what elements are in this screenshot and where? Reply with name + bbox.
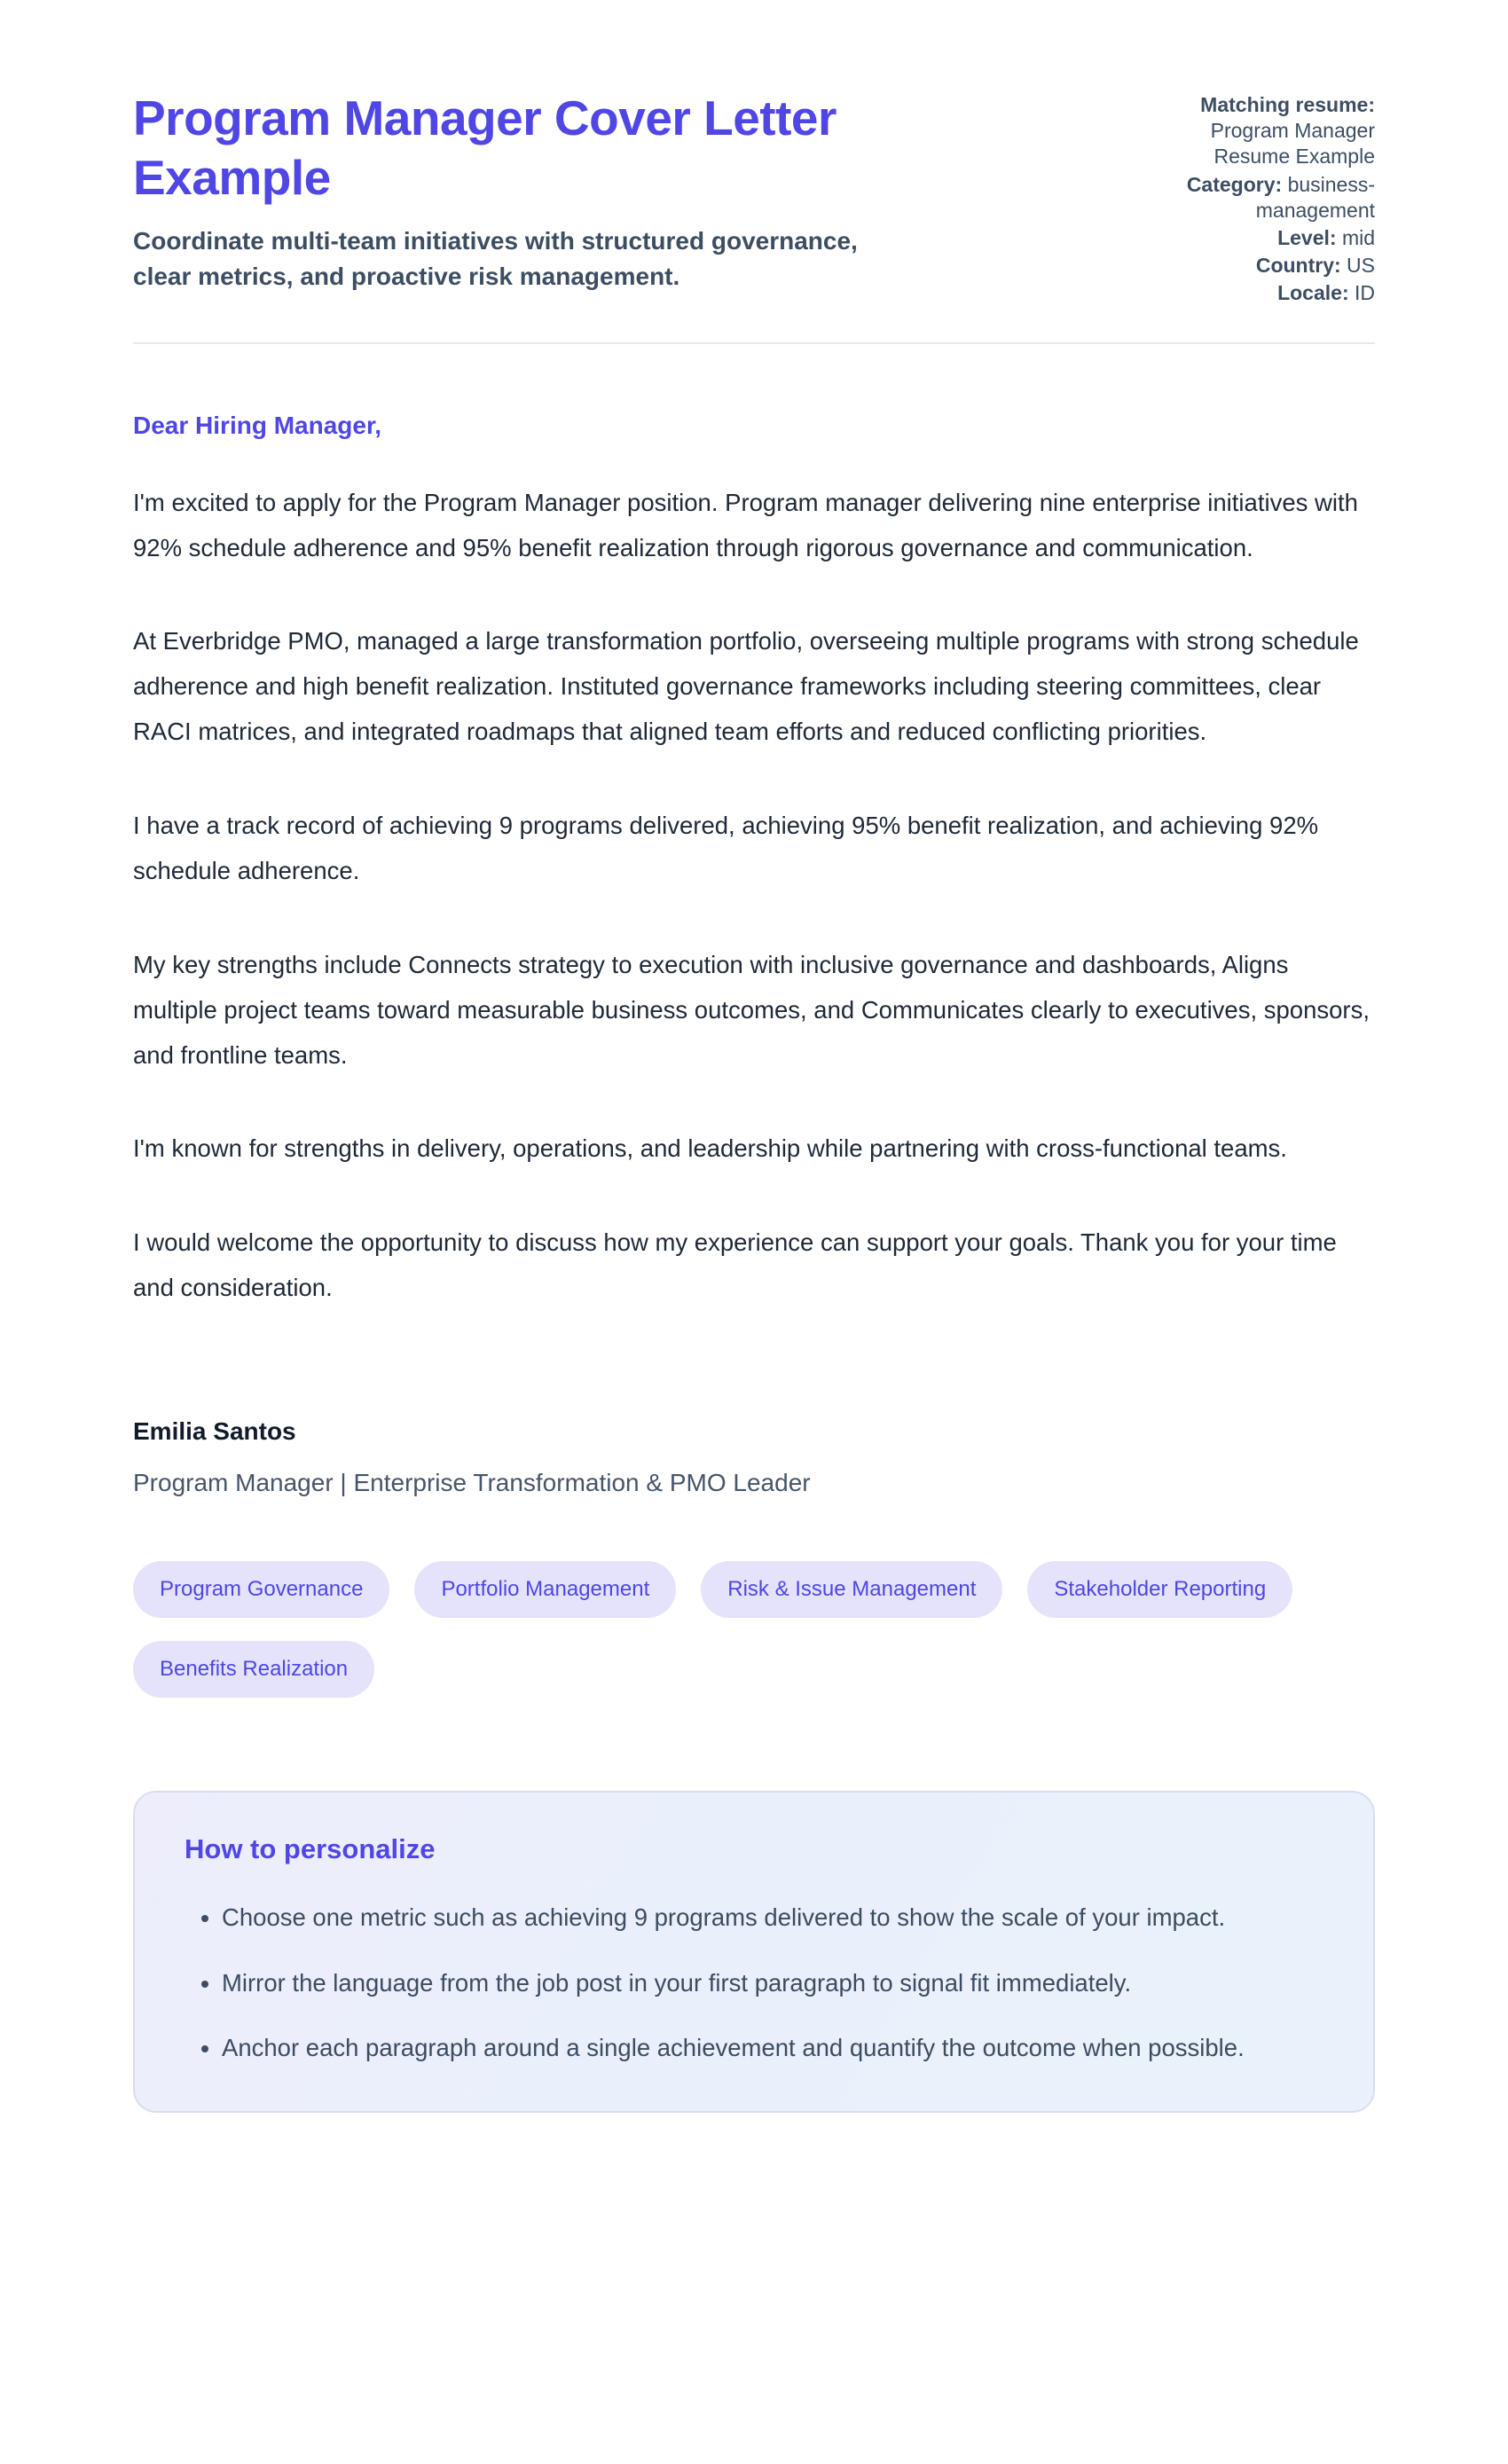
meta-label: Matching resume: <box>1200 93 1375 116</box>
resume-meta-block <box>1151 89 1375 309</box>
letter-paragraph: I would welcome the opportunity to discuss how my experience can support your goals. Thank you for your time and consideration. <box>133 1228 1337 1302</box>
meta-item-matching-resume <box>1151 92 1375 170</box>
skill-tag: Stakeholder Reporting <box>1027 1561 1292 1618</box>
signature-title: Program Manager | Enterprise Transformation & PMO Leader <box>133 1469 811 1496</box>
skill-tag-list <box>133 1561 1375 1698</box>
meta-item-level <box>1151 225 1375 251</box>
meta-label: Locale: <box>1277 281 1349 305</box>
tip-list-item: • Mirror the language from the job post in your first paragraph to signal fit immediately. <box>222 1961 1323 2005</box>
letter-greeting: Dear Hiring Manager, <box>133 411 382 439</box>
meta-item-country <box>1151 253 1375 279</box>
letter-body <box>133 412 1375 1497</box>
letter-paragraph: My key strengths include Connects strategy to execution with inclusive governance and dashboards, Aligns multiple project teams toward measurable business outcomes, and Communicates clearly to executives, sponsors, and frontline teams. <box>133 950 1370 1069</box>
letter-paragraph: At Everbridge PMO, managed a large transformation portfolio, overseeing multiple programs with strong schedule adherence and high benefit realization. Instituted governance frameworks including steering committees, clear RACI matrices, and integrated roadmaps that aligned team efforts and reduced conflicting priorities. <box>133 627 1359 746</box>
how-to-personalize-card <box>133 1791 1375 2113</box>
tip-list-item: • Anchor each paragraph around a single achievement and quantify the outcome when possible. <box>222 2026 1323 2070</box>
meta-item-category <box>1151 172 1375 224</box>
skill-tag: Portfolio Management <box>414 1561 676 1618</box>
meta-value: Program Manager Resume Example <box>1210 119 1375 169</box>
letter-paragraph: I have a track record of achieving 9 programs delivered, achieving 95% benefit realization, and achieving 92% schedule adherence. <box>133 812 1319 884</box>
signature-name: Emilia Santos <box>133 1417 296 1445</box>
header-divider <box>133 342 1375 344</box>
page-title: Program Manager Cover Letter Example <box>133 90 836 206</box>
page-header <box>133 89 1375 309</box>
letter-paragraph: I'm known for strengths in delivery, operations, and leadership while partnering with cross-functional teams. <box>133 1134 1287 1163</box>
meta-value: US <box>1347 254 1375 278</box>
tip-card-heading: How to personalize <box>185 1833 436 1864</box>
signature-block <box>133 1417 1375 1497</box>
skill-tag: Risk & Issue Management <box>701 1561 1002 1618</box>
meta-value: business-management <box>1255 172 1375 222</box>
tip-list-item: • Choose one metric such as achieving 9 programs delivered to show the scale of your impact. <box>222 1895 1323 1940</box>
meta-label: Country: <box>1255 254 1341 278</box>
meta-value: ID <box>1355 281 1375 305</box>
meta-item-locale <box>1151 280 1375 306</box>
page-subtitle: Coordinate multi-team initiatives with structured governance, clear metrics, and proactive risk management. <box>133 227 858 290</box>
meta-value: mid <box>1341 226 1375 250</box>
meta-label: Level: <box>1277 226 1337 250</box>
meta-label: Category: <box>1186 172 1283 196</box>
letter-paragraph: I'm excited to apply for the Program Manager position. Program manager delivering nine enterprise initiatives with 92% schedule adherence and 95% benefit realization through rigorous governance and communication. <box>133 488 1358 561</box>
header-title-block <box>133 89 1047 294</box>
skill-tag: Benefits Realization <box>133 1641 374 1698</box>
skill-tag: Program Governance <box>133 1561 389 1618</box>
tip-list <box>185 1895 1323 2070</box>
